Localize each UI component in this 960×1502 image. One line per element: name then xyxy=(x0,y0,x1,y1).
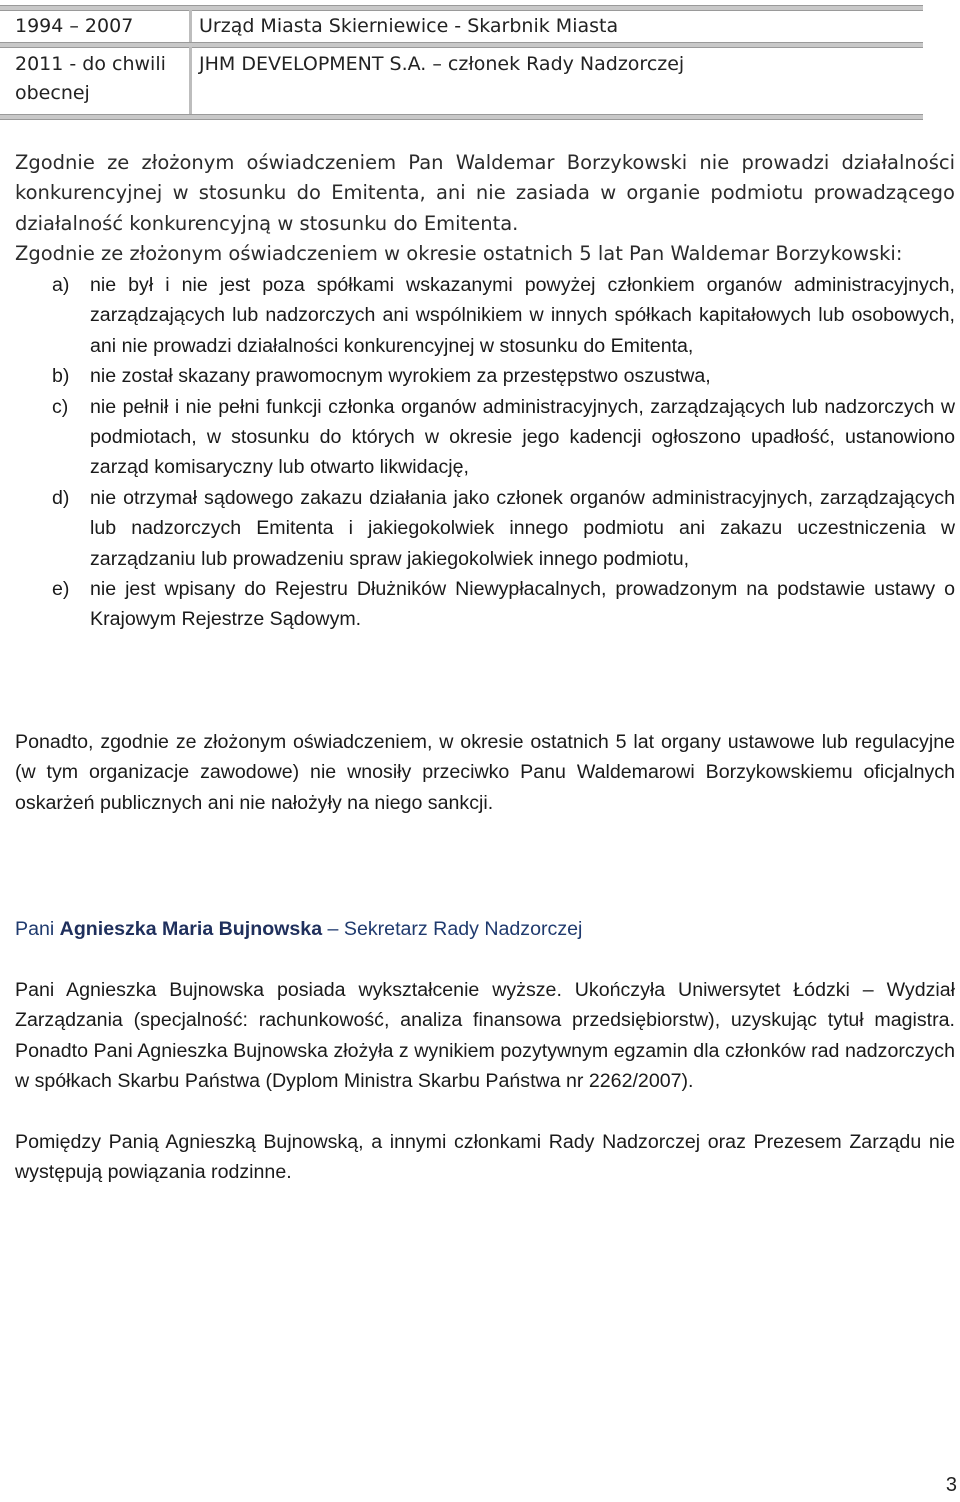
list-item-text: nie jest wpisany do Rejestru Dłużników Niewypłacalnych, prowadzonym na podstawie ustawy o Krajowym Rejestrze Sądowym. xyxy=(90,578,955,631)
list-marker: e) xyxy=(52,578,70,601)
list-item-text: nie został skazany prawomocnym wyrokiem za przestępstwo oszustwa, xyxy=(90,365,711,388)
career-period: 1994 – 2007 xyxy=(15,15,134,37)
career-role: Urząd Miasta Skierniewice - Skarbnik Miasta xyxy=(199,15,619,37)
declaration-intro: Zgodnie ze złożonym oświadczeniem w okresie ostatnich 5 lat Pan Waldemar Borzykowski: xyxy=(15,242,903,265)
list-item xyxy=(15,270,955,361)
heading-role: – Sekretarz Rady Nadzorczej xyxy=(322,918,583,940)
list-item xyxy=(15,361,955,391)
career-role: JHM DEVELOPMENT S.A. – członek Rady Nadzorczej xyxy=(199,53,685,75)
paragraph-relations: Pomiędzy Panią Agnieszką Bujnowską, a innymi członkami Rady Nadzorczej oraz Prezesem Zarządu nie występują powiązania rodzinne. xyxy=(15,1131,955,1184)
paragraph-competition: Zgodnie ze złożonym oświadczeniem Pan Waldemar Borzykowski nie prowadzi działalności konkurencyjnej w stosunku do Emitenta, ani nie zasiada w organie podmiotu prowadzącego działalność konkurencyjną w stosunku do Emitenta. xyxy=(15,151,955,235)
list-item-text: nie był i nie jest poza spółkami wskazanymi powyżej członkiem organów administracyjnych, zarządzających lub nadzorczych ani wspólnikiem w innych spółkach kapitałowych lub osobowych, ani nie prowadzi działalności konkurencyjnej w stosunku do Emitenta, xyxy=(90,274,955,357)
list-item xyxy=(15,483,955,574)
list-marker: c) xyxy=(52,395,69,418)
heading-person-name: Agnieszka Maria Bujnowska xyxy=(59,918,323,940)
career-period: 2011 - do chwili obecnej xyxy=(15,53,166,104)
section-heading xyxy=(15,914,955,944)
list-marker: b) xyxy=(52,365,70,388)
table-row xyxy=(0,8,960,46)
table-row xyxy=(0,47,960,117)
list-item-text: nie pełnił i nie pełni funkcji członka organów administracyjnych, zarządzających lub nadzorczych w podmiotach, w stosunku do których w okresie jego kadencji ogłoszono upadłość, ustanowiono zarząd komisaryczny lub otwarto likwidację, xyxy=(90,395,955,479)
paragraph-sanctions: Ponadto, zgodnie ze złożonym oświadczeniem, w okresie ostatnich 5 lat organy ustawowe lub regulacyjne (w tym organizacje zawodowe) nie wnosiły przeciwko Panu Waldemarowi Borzykowskiemu oficjalnych oskarżeń publicznych ani nie nałożyły na niego sankcji. xyxy=(15,731,955,814)
list-marker: d) xyxy=(52,486,70,509)
list-item xyxy=(15,392,955,483)
list-item-text: nie otrzymał sądowego zakazu działania jako członek organów administracyjnych, zarządzających lub nadzorczych Emitenta i jakiegokolwiek innego podmiotu ani zakazu uczestniczenia w zarządzaniu lub prowadzeniu spraw jakiegokolwiek innego podmiotu, xyxy=(90,486,955,570)
declaration-list xyxy=(15,270,955,635)
heading-prefix: Pani xyxy=(15,918,60,940)
list-item xyxy=(15,574,955,635)
list-marker: a) xyxy=(52,274,70,296)
page-number: 3 xyxy=(945,1474,957,1496)
paragraph-education: Pani Agnieszka Bujnowska posiada wykształcenie wyższe. Ukończyła Uniwersytet Łódzki – Wydział Zarządzania (specjalność: rachunkowość, analiza finansowa przedsiębiorstw), uzyskując tytuł magistra. Ponadto Pani Agnieszka Bujnowska złożyła z wynikiem pozytywnym egzamin dla członków rad nadzorczych w spółkach Skarbu Państwa (Dyplom Ministra Skarbu Państwa nr 2262/2007). xyxy=(15,979,955,1093)
